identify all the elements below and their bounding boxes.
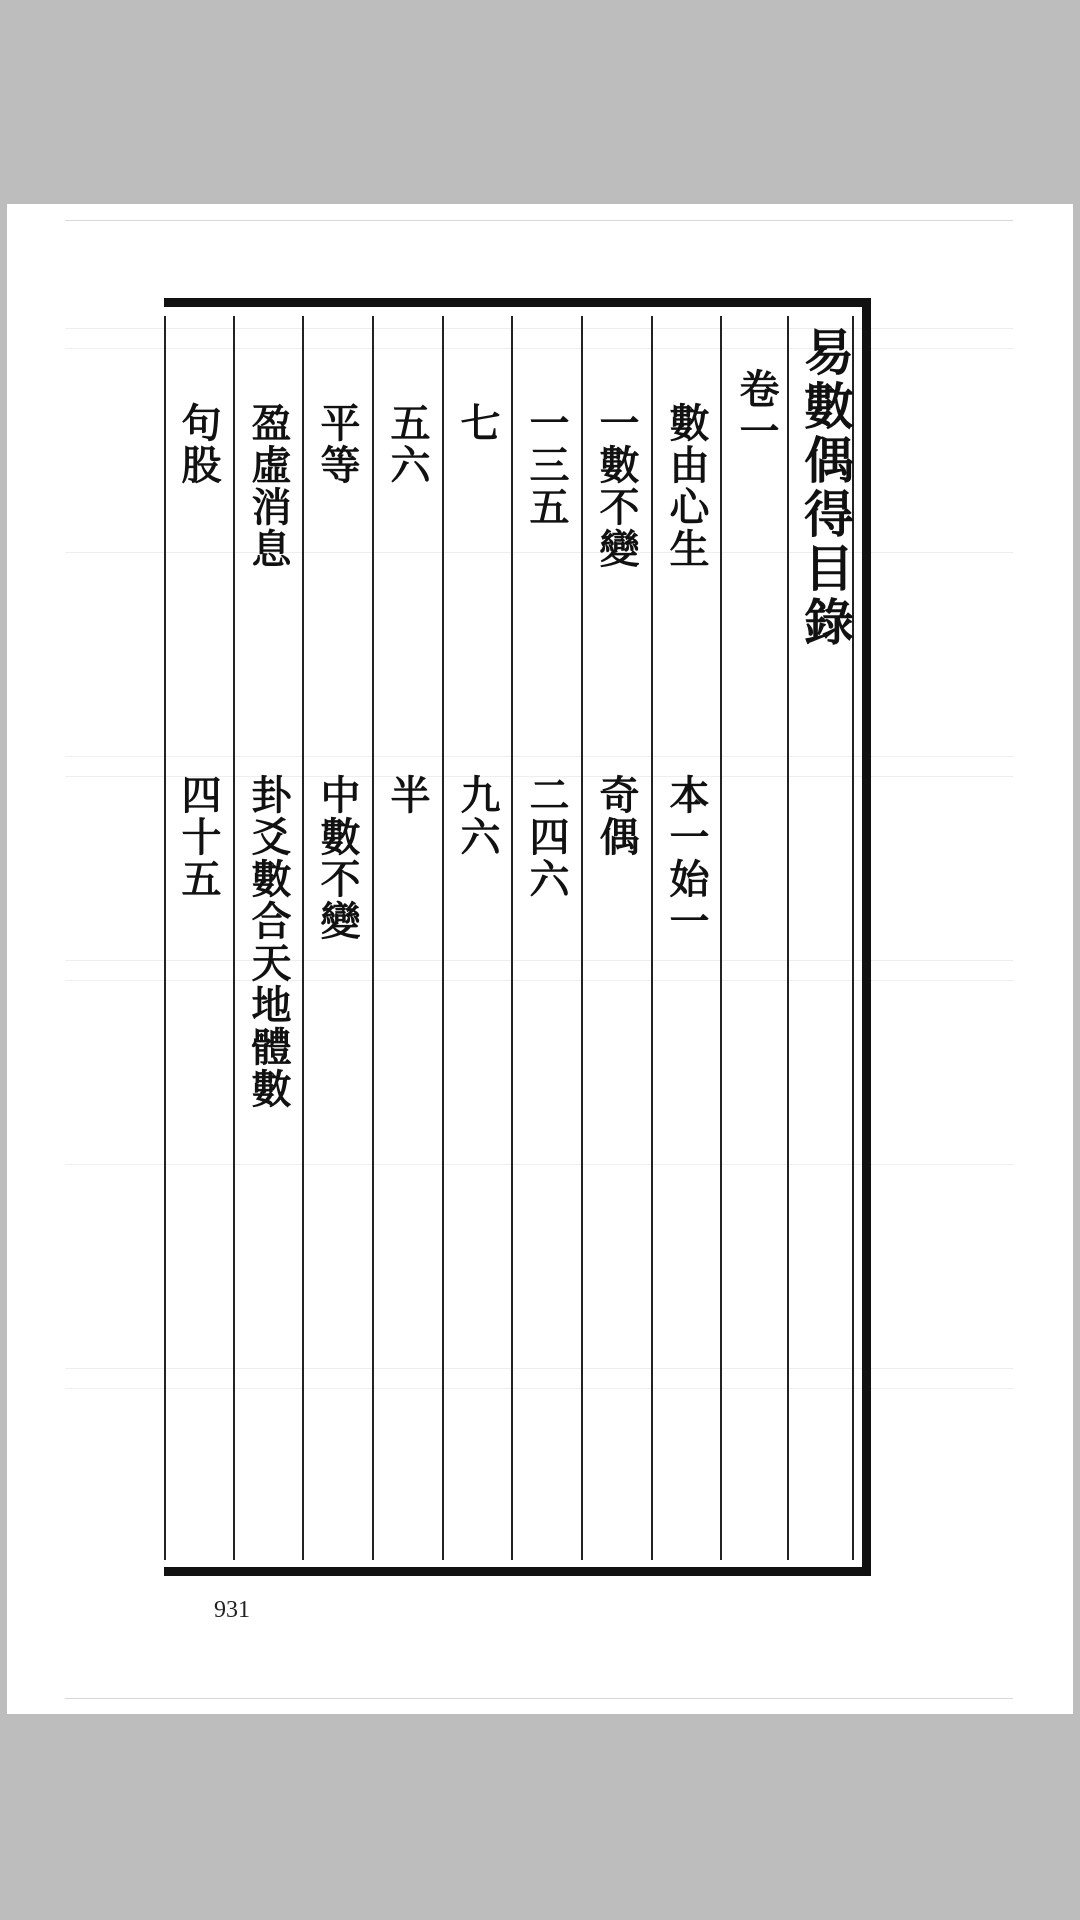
entry-upper: 數由心生 [663,402,710,570]
frame-bottom-border [164,1567,868,1576]
entry-upper: 句股 [175,402,222,486]
page-number: 931 [214,1597,250,1623]
volume-heading: 卷一 [733,368,780,452]
entry-upper: 盈虛消息 [245,402,292,570]
entry-lower: 九六 [454,774,501,858]
entry-lower: 半 [384,774,431,816]
entry-lower: 奇偶 [593,774,640,858]
entry-upper: 一數不變 [593,402,640,570]
frame-top-border [164,298,868,307]
frame-right-border [862,298,871,1576]
entry-lower: 卦爻數合天地體數 [245,774,292,1110]
entry-lower: 中數不變 [314,774,361,942]
entry-upper: 五六 [384,402,431,486]
entry-upper: 七 [454,402,501,444]
document-title: 易數偶得目錄 [796,326,855,650]
entry-upper: 一三五 [523,402,570,528]
entry-lower: 四十五 [175,774,222,900]
entry-lower: 二四六 [523,774,570,900]
entry-upper: 平等 [314,402,361,486]
entry-lower: 本一始一 [663,774,710,942]
